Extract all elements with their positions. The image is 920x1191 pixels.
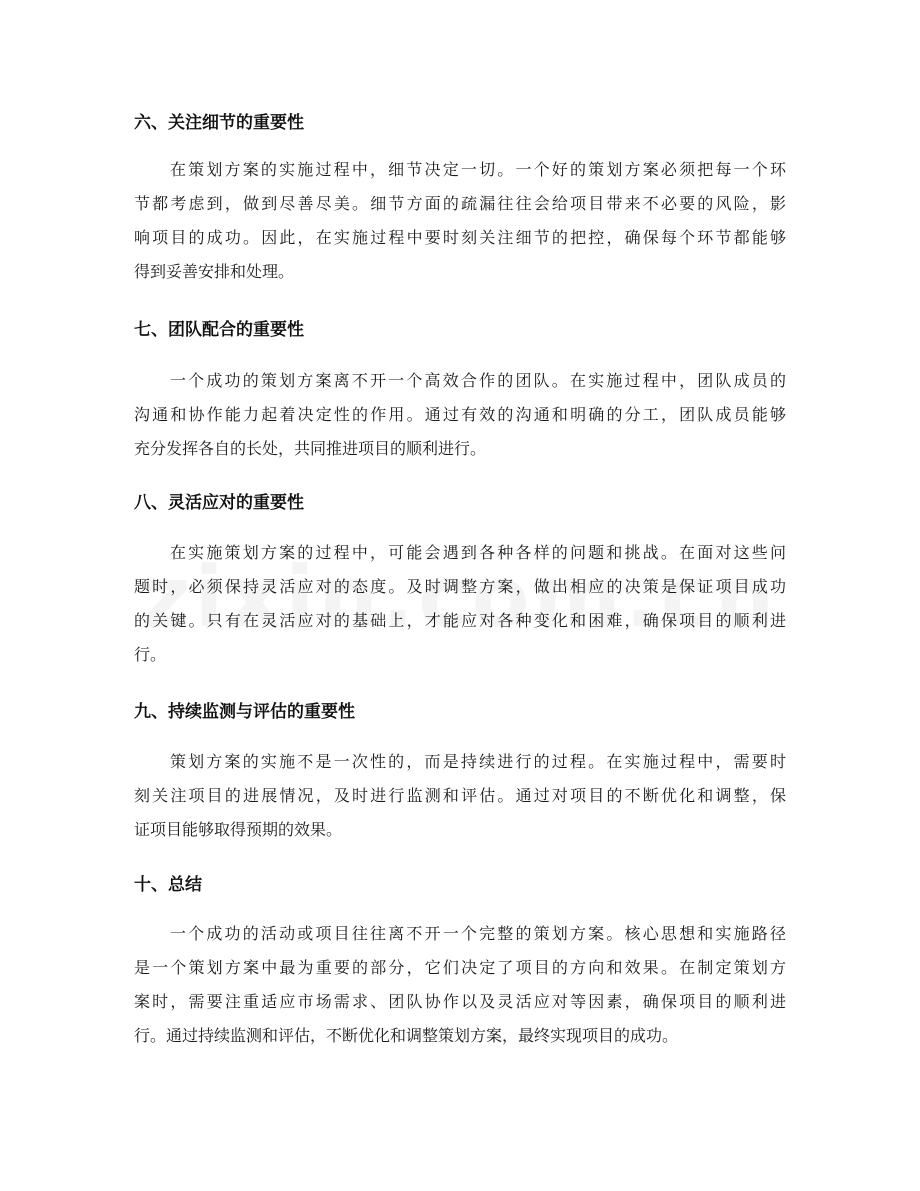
paragraph-line: 充分发挥各自的长处，共同推进项目的顺利进行。 — [134, 439, 487, 458]
paragraph-line: 一个成功的活动或项目往往离不开一个完整的策划方案。核心思想和实施路径 — [170, 924, 786, 943]
section-paragraph-9 — [134, 745, 786, 847]
paragraph-line: 策划方案的实施不是一次性的，而是持续进行的过程。在实施过程中，需要时 — [170, 752, 786, 771]
paragraph-line: 节都考虑到，做到尽善尽美。细节方面的疏漏往往会给项目带来不必要的风险，影 — [134, 194, 786, 213]
paragraph-line: 是一个策划方案中最为重要的部分，它们决定了项目的方向和效果。在制定策划方 — [134, 958, 786, 977]
section-heading-8: 八、灵活应对的重要性 — [134, 493, 304, 513]
section-paragraph-6 — [134, 153, 786, 289]
section-heading-6: 六、关注细节的重要性 — [134, 113, 304, 133]
section-heading-9: 九、持续监测与评估的重要性 — [134, 702, 355, 722]
paragraph-line: 题时，必须保持灵活应对的态度。及时调整方案，做出相应的决策是保证项目成功 — [134, 577, 786, 596]
paragraph-line: 刻关注项目的进展情况，及时进行监测和评估。通过对项目的不断优化和调整，保 — [134, 786, 786, 805]
section-heading-7: 七、团队配合的重要性 — [134, 320, 304, 340]
paragraph-line: 证项目能够取得预期的效果。 — [134, 820, 343, 839]
section-paragraph-8 — [134, 536, 786, 672]
paragraph-line: 在策划方案的实施过程中，细节决定一切。一个好的策划方案必须把每一个环 — [170, 160, 786, 179]
paragraph-line: 沟通和协作能力起着决定性的作用。通过有效的沟通和明确的分工，团队成员能够 — [134, 405, 786, 424]
paragraph-line: 响项目的成功。因此，在实施过程中要时刻关注细节的把控，确保每个环节都能够 — [134, 228, 786, 247]
paragraph-line: 的关键。只有在灵活应对的基础上，才能应对各种变化和困难，确保项目的顺利进 — [134, 611, 786, 630]
section-heading-10: 十、总结 — [134, 875, 202, 895]
section-paragraph-10 — [134, 917, 786, 1053]
paragraph-line: 在实施策划方案的过程中，可能会遇到各种各样的问题和挑战。在面对这些问 — [170, 543, 786, 562]
paragraph-line: 得到妥善安排和处理。 — [134, 262, 295, 281]
paragraph-line: 行。通过持续监测和评估，不断优化和调整策划方案，最终实现项目的成功。 — [134, 1026, 679, 1045]
section-paragraph-7 — [134, 364, 786, 466]
paragraph-line: 行。 — [134, 645, 167, 664]
paragraph-line: 案时，需要注重适应市场需求、团队协作以及灵活应对等因素，确保项目的顺利进 — [134, 992, 786, 1011]
paragraph-line: 一个成功的策划方案离不开一个高效合作的团队。在实施过程中，团队成员的 — [170, 371, 786, 390]
